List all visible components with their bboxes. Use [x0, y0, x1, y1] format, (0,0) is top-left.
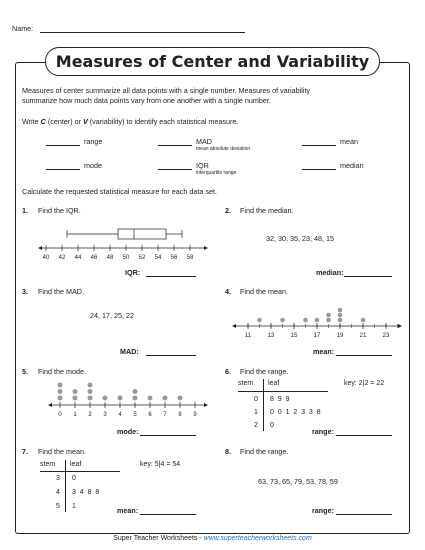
plot-dot [326, 318, 331, 323]
plot-dot [88, 383, 93, 388]
tick-label: 23 [382, 333, 390, 339]
key-label-1: key: 2|2 = 22 [344, 380, 385, 387]
leaf-values: 0 [72, 475, 76, 482]
problem-3-number: 3. [22, 287, 28, 296]
problem-1-prompt: Find the IQR. [38, 206, 81, 215]
problem-2-answer[interactable] [344, 276, 392, 277]
plot-dot [148, 396, 153, 401]
stem-value: 4 [56, 489, 60, 496]
tick-label: 3 [103, 412, 107, 418]
problem-8-number: 8. [225, 447, 231, 456]
plot-dot [73, 389, 78, 394]
tick-label: 4 [118, 412, 122, 418]
answer-blank-mean[interactable] [302, 145, 336, 146]
plot-dot [58, 383, 63, 388]
problem-4-answer[interactable] [336, 355, 392, 356]
problem-1-answer-label: IQR: [125, 268, 141, 277]
tick-label: 1 [73, 412, 77, 418]
tick-label: 15 [290, 333, 298, 339]
plot-dot [338, 308, 343, 313]
problem-8-answer[interactable] [336, 514, 392, 515]
problem-6-number: 6. [225, 367, 231, 376]
problem-3-prompt: Find the MAD. [38, 287, 84, 296]
answer-blank-median[interactable] [302, 169, 336, 170]
plot-dot [118, 396, 123, 401]
tick-label: 6 [148, 412, 152, 418]
problem-5-answer-label: mode: [117, 427, 139, 436]
plot-dot [73, 396, 78, 401]
name-field[interactable] [40, 32, 245, 33]
tick-label: 17 [313, 333, 321, 339]
problem-4-answer-label: mean: [313, 347, 335, 356]
problem-3-answer-label: MAD: [120, 347, 139, 356]
plot-dot [58, 389, 63, 394]
footer-brand: Super Teacher Worksheets - [113, 535, 204, 542]
stem-value: 3 [56, 475, 60, 482]
answer-blank-range[interactable] [46, 145, 80, 146]
leaf-values: 8 9 9 [270, 396, 290, 403]
plot-dot [103, 396, 108, 401]
leaf-header: leaf [268, 380, 280, 387]
plot-dot [303, 318, 308, 323]
plot-dot [338, 318, 343, 323]
problem-8-data: 63, 73, 65, 79, 53, 78, 59 [258, 477, 338, 486]
tick-label: 21 [359, 333, 367, 339]
tick-label: 2 [88, 412, 92, 418]
stem-header: stem [40, 461, 56, 468]
calc-instruction: Calculate the requested statistical measure for each data set. [22, 187, 217, 196]
problem-5-answer[interactable] [140, 435, 196, 436]
problem-3-answer[interactable] [146, 355, 196, 356]
measure-iqr-sub: interquartile range [196, 170, 237, 176]
leaf-header: leaf [70, 461, 82, 468]
title-banner [45, 47, 380, 76]
problem-5-prompt: Find the mode. [38, 367, 86, 376]
problem-2-number: 2. [225, 206, 231, 215]
tick-label: 0 [58, 412, 62, 418]
leaf-values: 0 [270, 422, 274, 429]
plot-dot [88, 396, 93, 401]
measure-range: range [84, 137, 103, 146]
answer-blank-iqr[interactable] [158, 169, 192, 170]
leaf-values: 0 0 1 2 3 3 8 [270, 409, 321, 416]
plot-dot [361, 318, 366, 323]
plot-dot [315, 318, 320, 323]
answer-blank-mode[interactable] [46, 169, 80, 170]
dot-plot-mode [48, 378, 208, 424]
tick-label: 13 [267, 333, 275, 339]
plot-dot [88, 389, 93, 394]
tick-label: 8 [178, 412, 182, 418]
stem-header: stem [238, 380, 254, 387]
measure-mode: mode [84, 161, 102, 170]
tick-label: 58 [186, 255, 194, 261]
problem-7-prompt: Find the mean. [38, 447, 86, 456]
footer [0, 535, 425, 542]
measure-mad-sub: mean absolute deviation [196, 146, 251, 152]
instruction: Write C (center) or V (variability) to identify each statistical measure. [22, 117, 239, 126]
problem-6-answer-label: range: [312, 427, 334, 436]
intro-line-1: Measures of center summarize all data points with a single number. Measures of variability [22, 86, 311, 95]
stem-value: 5 [56, 503, 60, 510]
problem-5-number: 5. [22, 367, 28, 376]
dot-plot-mean [232, 300, 402, 346]
footer-url[interactable]: www.superteacherworksheets.com [203, 535, 312, 542]
tick-label: 52 [138, 255, 146, 261]
page-title: Measures of Center and Variability [55, 52, 370, 71]
problem-8-answer-label: range: [312, 506, 334, 515]
tick-label: 40 [42, 255, 50, 261]
intro-line-2: summarize how much data points vary from one another with a single number. [22, 96, 271, 105]
problem-7-answer[interactable] [140, 514, 196, 515]
name-label: Name: [12, 24, 34, 33]
tick-label: 56 [170, 255, 178, 261]
tick-label: 48 [106, 255, 114, 261]
plot-dot [178, 396, 183, 401]
problem-7-answer-label: mean: [117, 506, 139, 515]
problem-7-number: 7. [22, 447, 28, 456]
problem-4-prompt: Find the mean. [240, 287, 288, 296]
problem-8-prompt: Find the range. [240, 447, 289, 456]
tick-label: 44 [74, 255, 82, 261]
problem-1-answer[interactable] [146, 276, 196, 277]
plot-dot [58, 396, 63, 401]
stem-value: 0 [254, 396, 258, 403]
measure-median: median [340, 161, 364, 170]
tick-label: 7 [163, 412, 167, 418]
tick-label: 42 [58, 255, 66, 261]
problem-4-number: 4. [225, 287, 231, 296]
tick-label: 9 [193, 412, 197, 418]
plot-dot [280, 318, 285, 323]
answer-blank-mad[interactable] [158, 145, 192, 146]
plot-dot [163, 396, 168, 401]
problem-6-answer[interactable] [336, 435, 392, 436]
plot-dot [133, 396, 138, 401]
tick-label: 5 [133, 412, 137, 418]
plot-dot [257, 318, 262, 323]
measure-mean: mean [340, 137, 358, 146]
stem-value: 1 [254, 409, 258, 416]
measure-mad: MAD [196, 137, 212, 146]
problem-6-prompt: Find the range. [240, 367, 289, 376]
plot-dot [326, 313, 331, 318]
leaf-values: 1 [72, 503, 76, 510]
box-plot [38, 224, 208, 264]
problem-2-prompt: Find the median. [240, 206, 294, 215]
measure-iqr: IQR [196, 161, 209, 170]
problem-2-data: 32, 30, 35, 23, 48, 15 [266, 234, 334, 243]
tick-label: 46 [90, 255, 98, 261]
key-label-2: key: 5|4 = 54 [140, 461, 181, 468]
leaf-values: 3 4 8 8 [72, 489, 100, 496]
problem-2-answer-label: median: [316, 268, 344, 277]
tick-label: 19 [336, 333, 344, 339]
stem-value: 2 [254, 422, 258, 429]
plot-dot [338, 313, 343, 318]
tick-label: 50 [122, 255, 130, 261]
problem-1-number: 1. [22, 206, 28, 215]
tick-label: 11 [244, 333, 252, 339]
tick-label: 54 [154, 255, 162, 261]
plot-dot [133, 389, 138, 394]
problem-3-data: 24, 17, 25, 22 [90, 311, 134, 320]
